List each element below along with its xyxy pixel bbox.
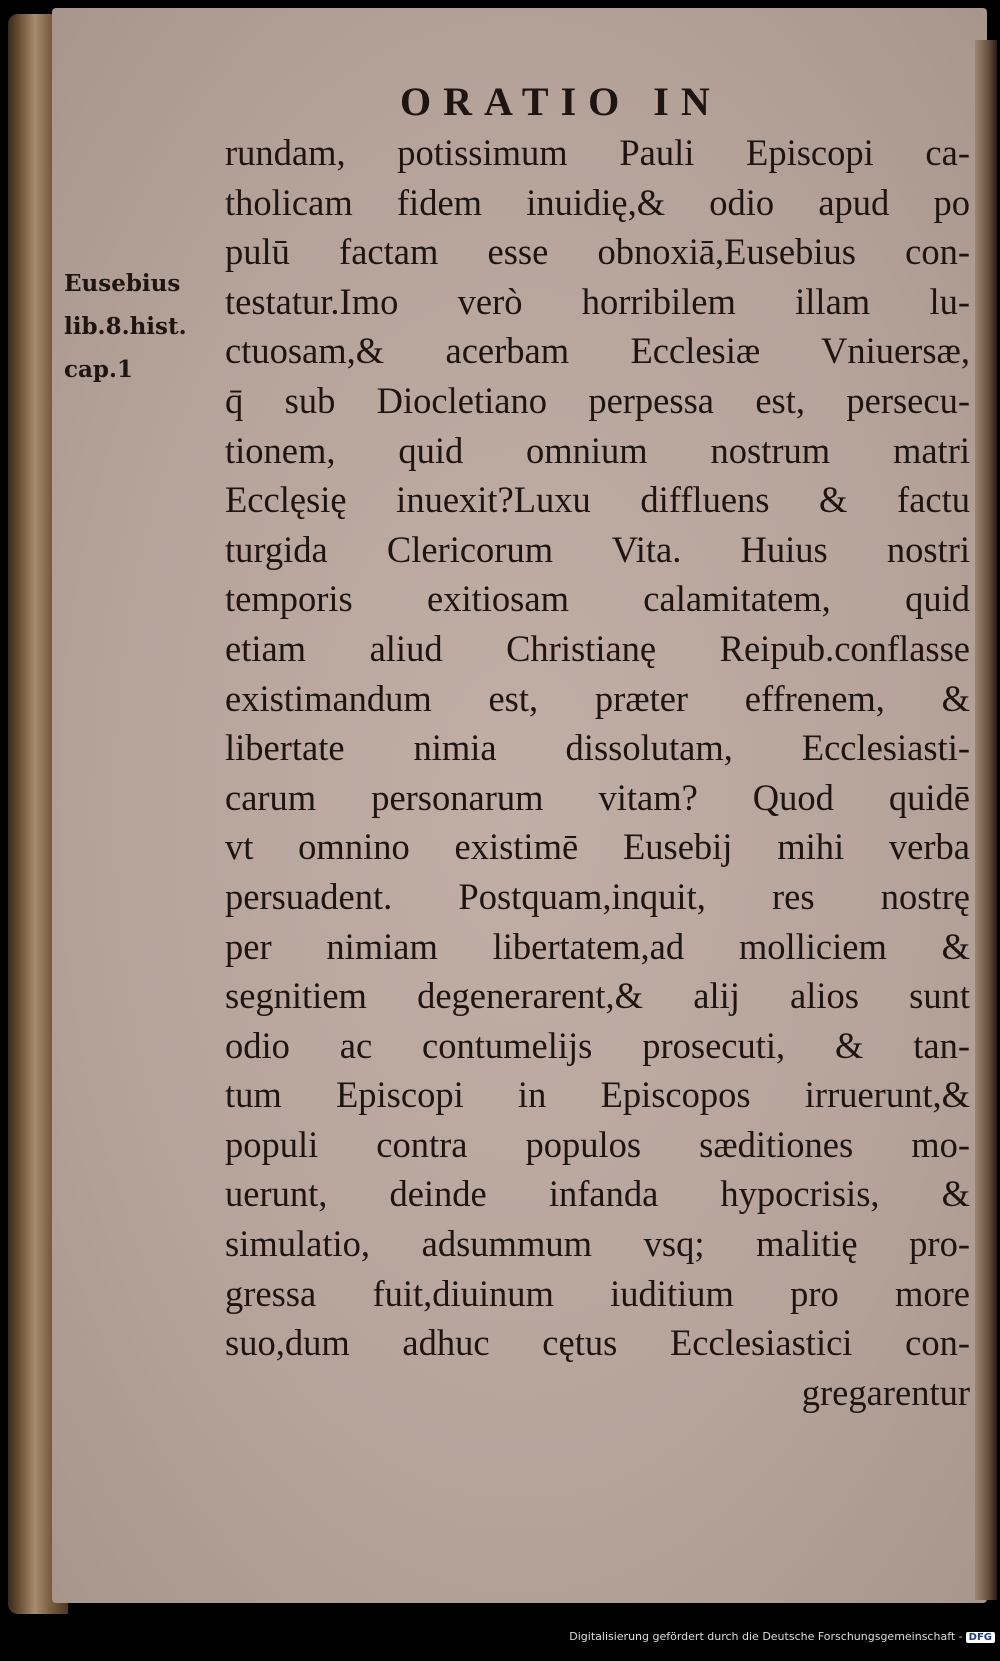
text-line: per nimiam libertatem,ad molliciem & xyxy=(225,925,970,967)
text-line: suo,dum adhuc cętus Ecclesiastici con- xyxy=(225,1322,970,1364)
text-line: carum personarum vitam? Quod quidē xyxy=(225,776,970,818)
text-line: odio ac contumelijs prosecuti, & tan- xyxy=(225,1024,970,1066)
text-line: populi contra populos sæditiones mo- xyxy=(225,1123,970,1165)
text-line: temporis exitiosam calamitatem, quid xyxy=(225,578,970,620)
text-line: etiam aliud Christianę Reipub.conflasse xyxy=(225,627,970,669)
page-right-edge xyxy=(975,40,997,1600)
catchword: gregarentur xyxy=(801,1371,970,1413)
text-line: libertate nimia dissolutam, Ecclesiasti- xyxy=(225,727,970,769)
text-line: simulatio, adsummum vsq; malitię pro- xyxy=(225,1223,970,1265)
credit-text: Digitalisierung gefördert durch die Deutsche Forschungsgemeinschaft - xyxy=(569,1630,963,1643)
text-line: vt omnino existimē Eusebij mihi verba xyxy=(225,826,970,868)
text-line: tum Episcopi in Episcopos irruerunt,& xyxy=(225,1074,970,1116)
text-line: persuadent. Postquam,inquit, res nostrę xyxy=(225,875,970,917)
text-line: uerunt, deinde infanda hypocrisis, & xyxy=(225,1173,970,1215)
text-line: segnitiem degenerarent,& alij alios sunt xyxy=(225,975,970,1017)
text-line: q̄ sub Diocletiano perpessa est, persecu- xyxy=(225,379,970,421)
text-line: pulū factam esse obnoxiā,Eusebius con- xyxy=(225,231,970,273)
marginal-note-line: cap.1 xyxy=(64,356,133,383)
marginal-note xyxy=(64,262,187,391)
dfg-logo: DFG xyxy=(966,1632,995,1643)
text-line: Ecclęsię inuexit?Luxu diffluens & factu xyxy=(225,479,970,521)
text-line: ctuosam,& acerbam Ecclesiæ Vniuersæ, xyxy=(225,330,970,372)
text-line: turgida Clericorum Vita. Huius nostri xyxy=(225,528,970,570)
digitization-credit xyxy=(0,1630,995,1643)
text-line: testatur.Imo verò horribilem illam lu- xyxy=(225,280,970,322)
marginal-note-line: lib.8.hist. xyxy=(64,313,187,340)
text-line: tholicam fidem inuidię,& odio apud po xyxy=(225,181,970,223)
text-line: existimandum est, præter effrenem, & xyxy=(225,677,970,719)
text-line: rundam, potissimum Pauli Episcopi ca- xyxy=(225,132,970,173)
text-line: tionem, quid omnium nostrum matri xyxy=(225,429,970,471)
body-text xyxy=(225,128,970,1417)
running-header: ORATIO IN xyxy=(400,79,722,124)
marginal-note-line: Eusebius xyxy=(64,270,181,297)
text-line: gressa fuit,diuinum iuditium pro more xyxy=(225,1272,970,1314)
